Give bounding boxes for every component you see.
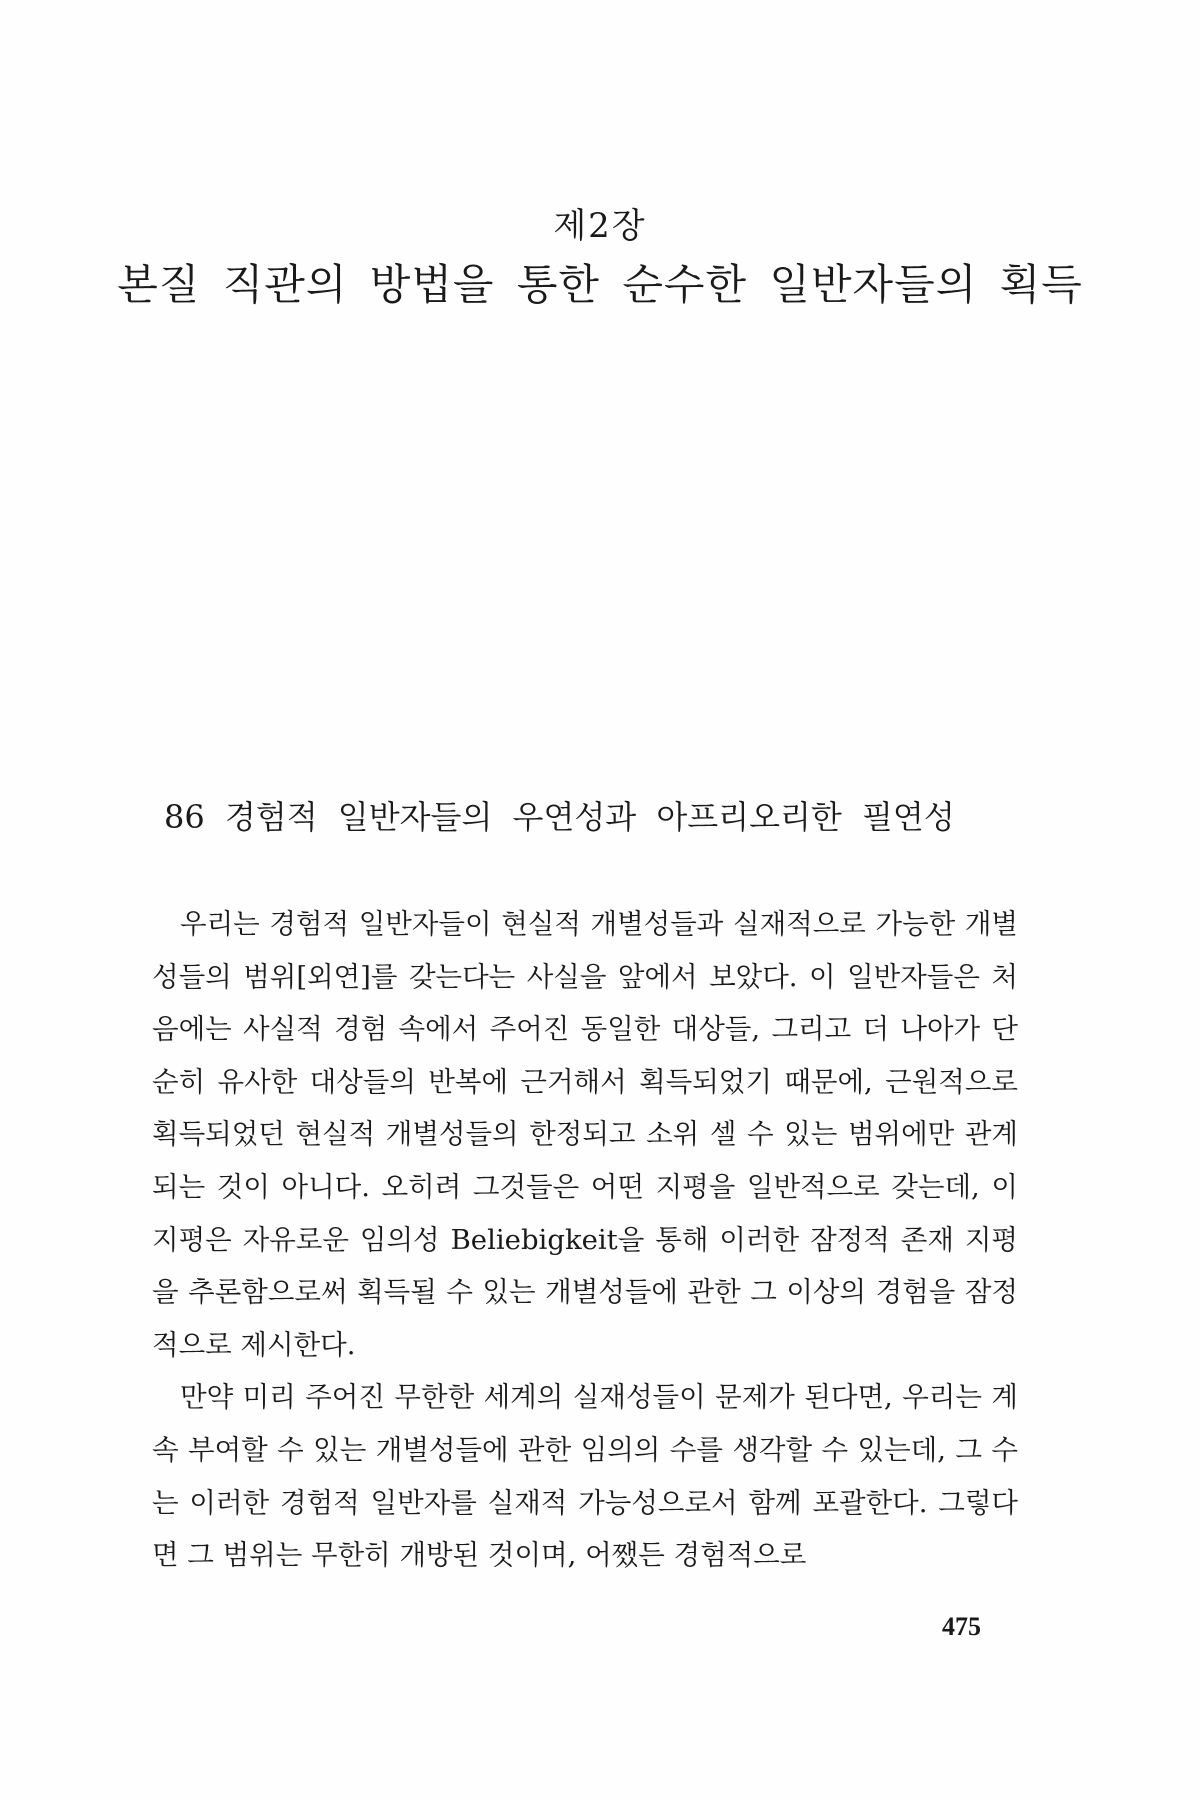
paragraph: 만약 미리 주어진 무한한 세계의 실재성들이 문제가 된다면, 우리는 계속 부여할 수 있는 개별성들에 관한 임의의 수를 생각할 수 있는데, 그 수는 이러한 경험적 일반자를 실재적 가능성으로서 함께 포괄한다. 그렇다면 그 범위는 무한히 개방된 것이며, 어쨌든 경험적으로 xyxy=(152,1381,1018,1572)
page-number: 475 xyxy=(942,1612,981,1641)
section-heading: 86 경험적 일반자들의 우연성과 아프리오리한 필연성 xyxy=(164,798,955,836)
paragraph: 우리는 경험적 일반자들이 현실적 개별성들과 실재적으로 가능한 개별성들의 범위[외연]를 갖는다는 사실을 앞에서 보았다. 이 일반자들은 처음에는 사실적 경험 속에서 주어진 동일한 대상들, 그리고 더 나아가 단순히 유사한 대상들의 반복에 근거해서 획득되었기 때문에, 근원적으로 획득되었던 현실적 개별성들의 한정되고 소위 셀 수 있는 범위에만 관계되는 것이 아니다. 오히려 그것들은 어떤 지평을 일반적으로 갖는데, 이 지평은 자유로운 임의성 Beliebigkeit을 통해 이러한 잠정적 존재 지평을 추론함으로써 획득될 수 있는 개별성들에 관한 그 이상의 경험을 잠정적으로 제시한다. xyxy=(152,908,1018,1361)
chapter-number: 제2장 xyxy=(553,206,647,246)
chapter-title: 본질 직관의 방법을 통한 순수한 일반자들의 획득 xyxy=(117,260,1083,309)
body-text xyxy=(152,898,1018,1582)
